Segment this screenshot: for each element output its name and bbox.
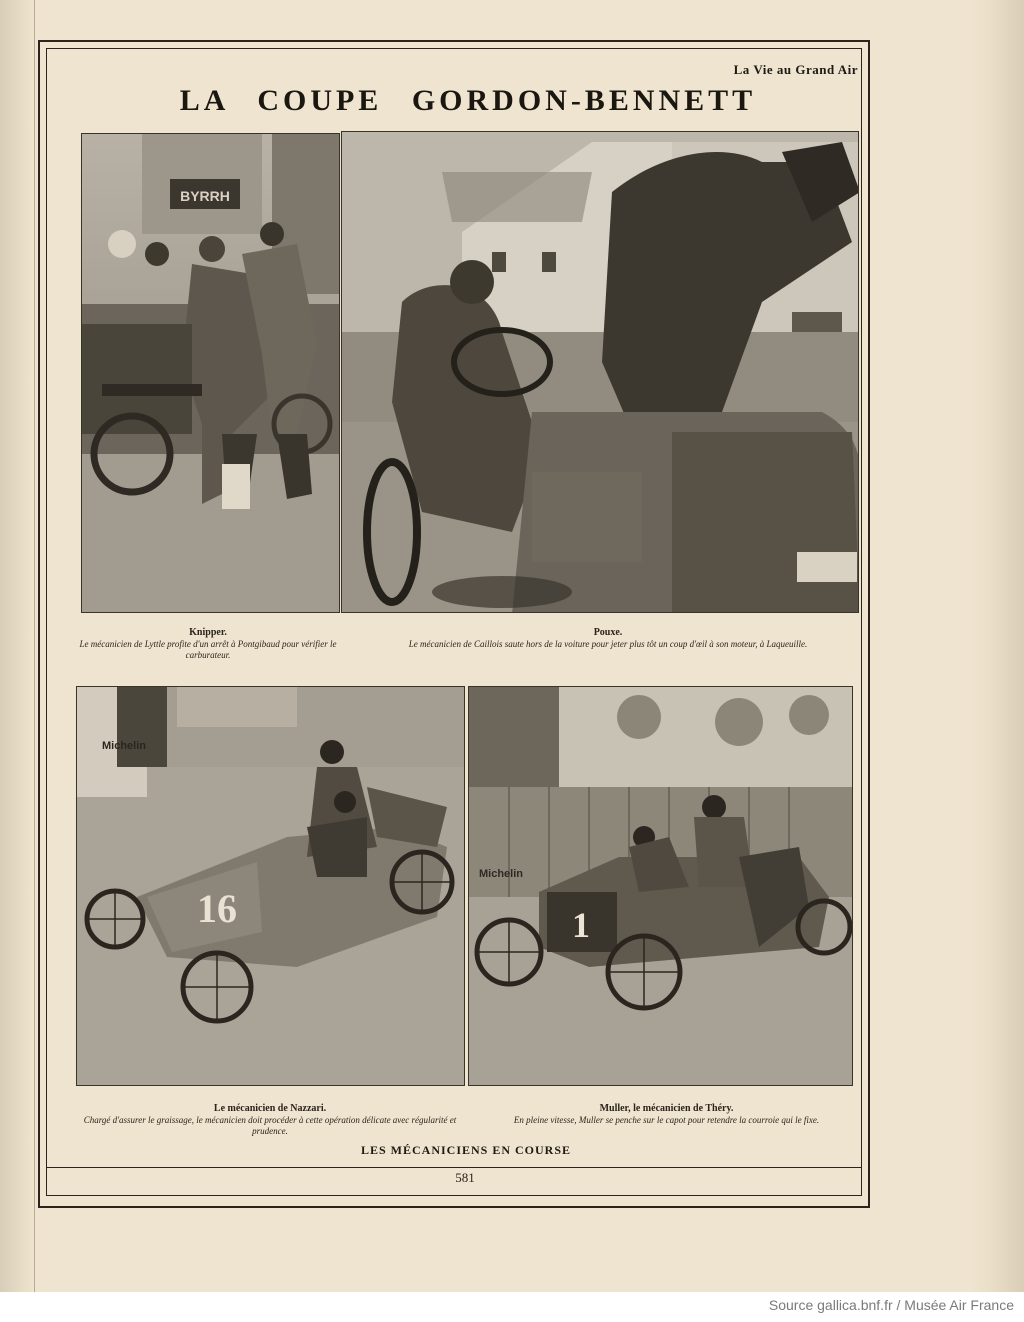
caption-knipper	[72, 627, 344, 661]
michelin-sign: Michelin	[102, 740, 147, 752]
caption-muller	[474, 1103, 859, 1126]
caption-pouxe-text: Le mécanicien de Caillois saute hors de la voiture pour jeter plus tôt un coup d'œil à son moteur, à Laqueuille.	[408, 639, 808, 649]
bottom-rule	[46, 1167, 862, 1168]
page-title: LA COUPE GORDON-BENNETT	[179, 84, 757, 117]
caption-nazzari-text: Chargé d'assurer le graissage, le mécanicien doit procéder à cette opération délicate avec régularité et prudence.	[83, 1115, 457, 1136]
book-gutter	[0, 0, 35, 1292]
caption-muller-text: En pleine vitesse, Muller se penche sur le capot pour retendre la courroie qui le fixe.	[513, 1115, 820, 1125]
caption-nazzari-name: Le mécanicien de Nazzari.	[213, 1103, 327, 1114]
caption-knipper-name: Knipper.	[189, 627, 227, 638]
page-edge	[970, 0, 1024, 1292]
photo-muller-thery	[468, 686, 853, 1086]
caption-muller-name: Muller, le mécanicien de Théry.	[599, 1103, 734, 1114]
publication-name: La Vie au Grand Air	[733, 62, 858, 77]
photo-pouxe	[341, 131, 859, 613]
caption-nazzari	[70, 1103, 470, 1137]
photo-nazzari	[76, 686, 465, 1086]
byrrh-sign: BYRRH	[180, 188, 230, 204]
michelin-sign-2: Michelin	[479, 868, 524, 880]
caption-knipper-text: Le mécanicien de Lyttle profite d'un arrêt à Pontgibaud pour vérifier le carburateur.	[79, 639, 337, 660]
caption-pouxe	[366, 627, 850, 650]
source-credit: Source gallica.bnf.fr / Musée Air France	[768, 1297, 1014, 1313]
photo-knipper	[81, 133, 340, 613]
car-number-1: 1	[572, 905, 590, 945]
section-title: LES MÉCANICIENS EN COURSE	[360, 1143, 572, 1157]
page-number: 581	[455, 1170, 475, 1185]
caption-pouxe-name: Pouxe.	[593, 627, 623, 638]
car-number-16: 16	[197, 886, 237, 931]
